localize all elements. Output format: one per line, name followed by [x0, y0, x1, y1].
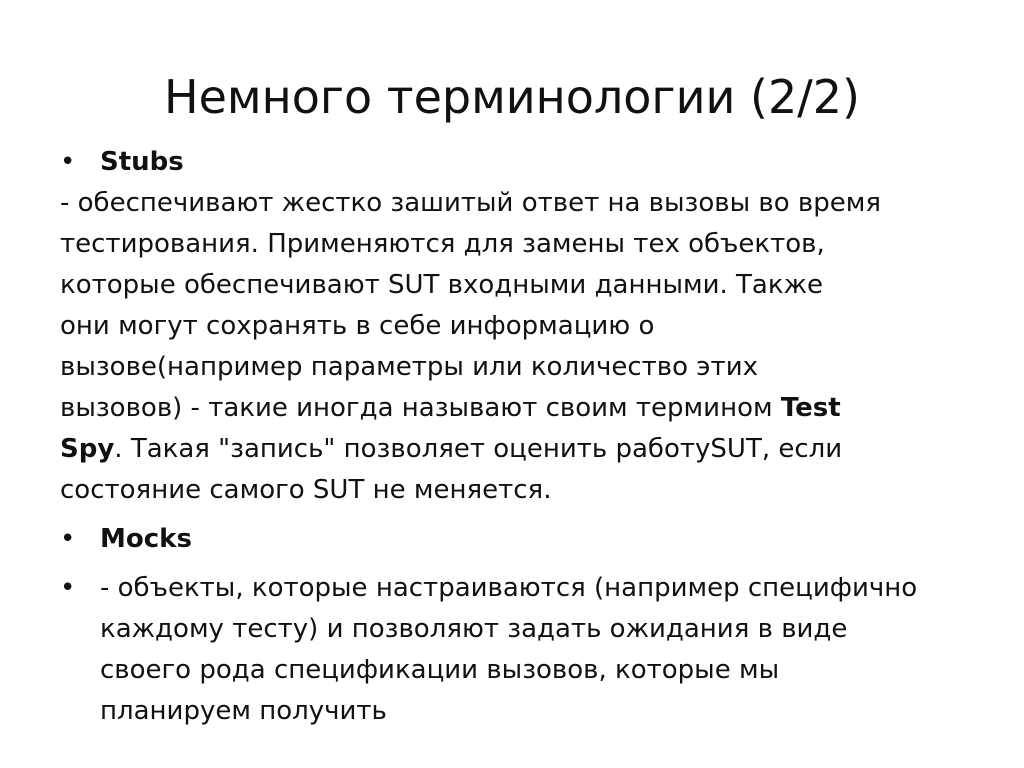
test-spy-term-part-2: Spy — [60, 434, 115, 464]
stubs-line-1: - обеспечивают жестко зашитый ответ на вызовы во время — [60, 188, 881, 218]
stubs-line-7-text: . Такая "запись" позволяет оценить работуSUT, если — [114, 434, 843, 464]
mocks-line-2: каждому тесту) и позволяют задать ожидания в виде — [100, 614, 848, 644]
test-spy-term-part-1: Test — [780, 393, 841, 423]
bullet-icon: • — [60, 573, 76, 603]
slide-title: Немного терминологии (2/2) — [164, 70, 860, 124]
mocks-line-1: - объекты, которые настраиваются (например специфично — [100, 573, 918, 603]
stubs-line-4: они могут сохранять в себе информацию о — [60, 311, 655, 341]
bullet-icon: • — [60, 524, 76, 554]
slide-body — [60, 142, 960, 732]
bullet-icon: • — [60, 147, 76, 177]
stubs-line-6-text: вызовов) - такие иногда называют своим термином — [60, 393, 781, 423]
bullet-item-mocks — [60, 519, 960, 560]
bullet-item-mocks-description — [60, 568, 960, 732]
stubs-heading: Stubs — [100, 147, 184, 177]
stubs-line-6 — [60, 388, 960, 429]
stubs-description — [60, 183, 960, 511]
mocks-line-3: своего рода спецификации вызовов, которые мы — [100, 655, 780, 685]
stubs-line-7 — [60, 429, 960, 470]
stubs-line-5: вызове(например параметры или количество этих — [60, 352, 758, 382]
stubs-line-2: тестирования. Применяются для замены тех объектов, — [60, 229, 825, 259]
stubs-line-8: состояние самого SUT не меняется. — [60, 475, 552, 505]
mocks-line-4: планируем получить — [100, 696, 387, 726]
mocks-heading: Mocks — [100, 524, 192, 554]
bullet-item-stubs — [60, 142, 960, 183]
mocks-description — [100, 568, 960, 732]
stubs-line-3: которые обеспечивают SUT входными данными. Также — [60, 270, 823, 300]
